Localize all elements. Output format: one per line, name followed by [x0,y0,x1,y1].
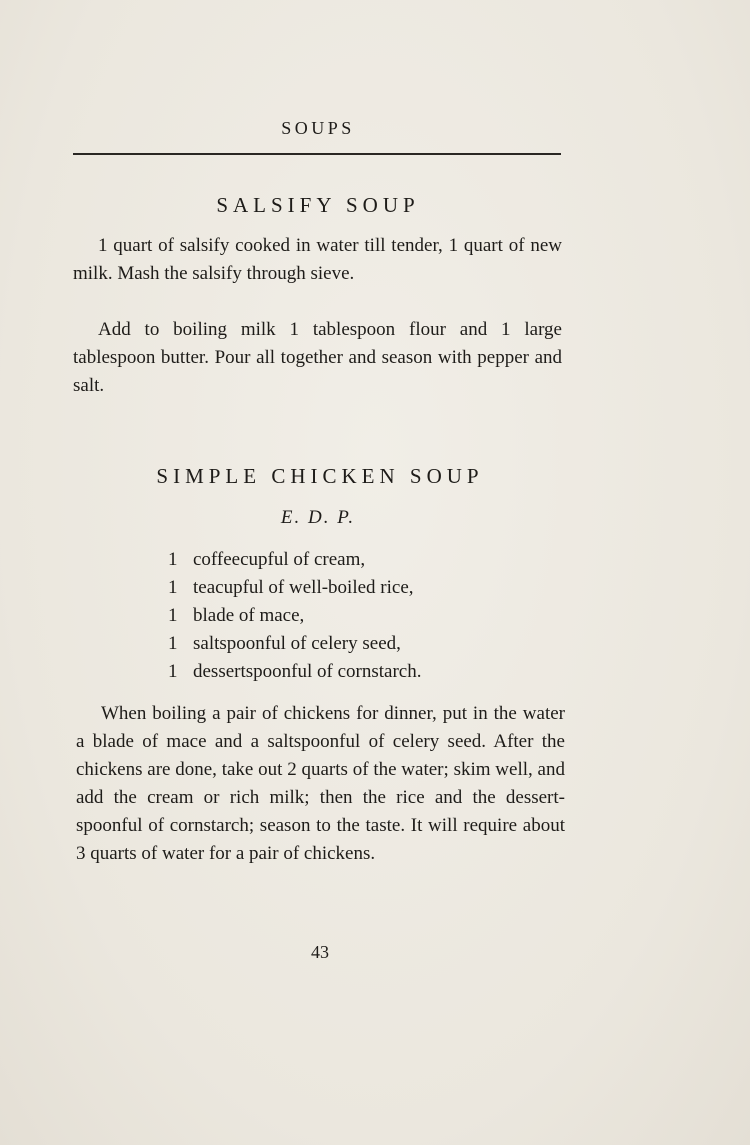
ingredient-list [168,546,421,686]
ingredient-item [168,602,421,630]
ingredient-text: dessertspoonful of cornstarch. [193,661,422,682]
ingredient-text: blade of mace, [193,605,305,626]
page-number: 43 [311,942,329,962]
salsify-paragraph-1: 1 quart of salsify cooked in water till tender, 1 quart of new milk. Mash the salsify through sieve. [73,235,562,284]
ingredient-text: coffeecupful of cream, [193,549,366,570]
ingredient-qty: 1 [168,549,178,570]
ingredient-item [168,574,421,602]
ingredient-qty: 1 [168,661,178,682]
ingredient-text: teacupful of well-boiled rice, [193,577,414,598]
recipe-title-salsify-soup: SALSIFY SOUP [216,193,420,217]
ingredient-text: saltspoonful of celery seed, [193,633,401,654]
ingredient-item [168,658,421,686]
chicken-soup-method: When boiling a pair of chickens for dinner, put in the water a blade of mace and a saltspoonful of celery seed. After the chickens are done, take out 2 quarts of the water; skim well, and add the cream or rich milk; then the rice and the dessert-spoonful of cornstarch; season to the taste. It will require about 3 quarts of water for a pair of chickens. [76,703,565,864]
running-head: SOUPS [281,118,355,138]
header-rule [73,153,561,155]
recipe-byline: E. D. P. [280,507,356,528]
ingredient-item [168,630,421,658]
ingredient-qty: 1 [168,577,178,598]
ingredient-qty: 1 [168,633,178,654]
ingredient-qty: 1 [168,605,178,626]
ingredient-item [168,546,421,574]
recipe-title-simple-chicken-soup: SIMPLE CHICKEN SOUP [156,464,484,488]
salsify-paragraph-2: Add to boiling milk 1 tablespoon flour and 1 large tablespoon butter. Pour all together and season with pepper and salt. [73,319,562,396]
